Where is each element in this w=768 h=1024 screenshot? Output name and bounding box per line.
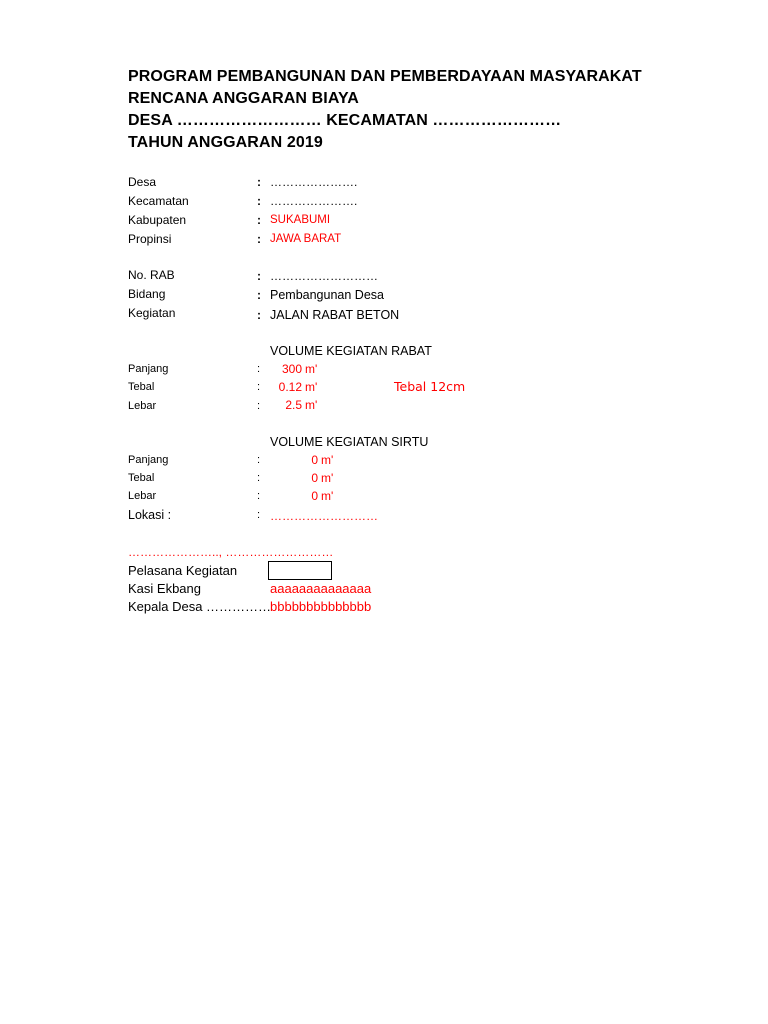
sirtu-tebal-value: 0	[311, 471, 318, 485]
place-date-line: ………………….., ………………………	[128, 545, 334, 559]
bidang-colon: :	[257, 288, 261, 302]
no-rab-label: No. RAB	[128, 268, 175, 282]
desa-label: Desa	[128, 175, 157, 189]
kegiatan-label: Kegiatan	[128, 306, 176, 320]
kepala-desa-name: bbbbbbbbbbbbbb	[270, 599, 372, 614]
sirtu-lebar-colon: :	[257, 490, 261, 502]
kegiatan-value: JALAN RABAT BETON	[270, 308, 400, 322]
kecamatan-colon: :	[257, 194, 261, 208]
rabat-tebal-unit: m'	[305, 380, 318, 394]
sirtu-panjang-value: 0	[311, 453, 318, 467]
sirtu-lebar-label: Lebar	[128, 490, 157, 502]
tebal-note: Tebal 12cm	[394, 379, 466, 394]
lokasi-label: Lokasi :	[128, 508, 172, 522]
pelaksana-signature-box	[268, 561, 332, 580]
sirtu-panjang-unit: m'	[321, 453, 334, 467]
sirtu-panjang-label: Panjang	[128, 454, 169, 466]
rab-title: RENCANA ANGGARAN BIAYA	[128, 90, 359, 107]
no-rab-value: ………………………	[270, 269, 378, 283]
rabat-tebal-value: 0.12	[278, 380, 302, 394]
sirtu-panjang-colon: :	[257, 454, 261, 466]
rabat-tebal-label: Tebal	[128, 381, 155, 393]
kabupaten-value: SUKABUMI	[270, 214, 331, 226]
rabat-lebar-value: 2.5	[285, 398, 302, 412]
rabat-section-title: VOLUME KEGIATAN RABAT	[270, 344, 432, 358]
sirtu-tebal-label: Tebal	[128, 472, 155, 484]
sirtu-lebar-unit: m'	[321, 489, 334, 503]
rabat-panjang-unit: m'	[305, 362, 318, 376]
kabupaten-colon: :	[257, 213, 261, 227]
rabat-lebar-colon: :	[257, 400, 261, 412]
rabat-tebal-colon: :	[257, 381, 261, 393]
sirtu-tebal-unit: m'	[321, 471, 334, 485]
rabat-panjang-label: Panjang	[128, 363, 169, 375]
kecamatan-label: Kecamatan	[128, 194, 189, 208]
desa-colon: :	[257, 175, 261, 189]
kabupaten-label: Kabupaten	[128, 213, 187, 227]
document-header	[128, 66, 688, 154]
propinsi-label: Propinsi	[128, 232, 172, 246]
propinsi-value: JAWA BARAT	[270, 233, 342, 245]
kegiatan-colon: :	[257, 308, 261, 322]
no-rab-colon: :	[257, 269, 261, 283]
lokasi-colon: :	[257, 509, 261, 521]
desa-value: ………………….	[270, 175, 358, 189]
pelaksana-label: Pelasana Kegiatan	[128, 563, 238, 578]
bidang-value: Pembangunan Desa	[270, 288, 384, 302]
sirtu-tebal-colon: :	[257, 472, 261, 484]
kepala-desa-label: Kepala Desa ……………	[128, 599, 272, 614]
desa-kecamatan-line: DESA ……………………… KECAMATAN ……………………	[128, 112, 562, 129]
program-title: PROGRAM PEMBANGUNAN DAN PEMBERDAYAAN MASYARAKAT	[128, 68, 642, 85]
kecamatan-value: ………………….	[270, 194, 358, 208]
rabat-lebar-unit: m'	[305, 398, 318, 412]
kasi-ekbang-label: Kasi Ekbang	[128, 581, 201, 596]
bidang-label: Bidang	[128, 287, 166, 301]
lokasi-value: ………………………	[270, 509, 378, 523]
rabat-lebar-label: Lebar	[128, 400, 157, 412]
propinsi-colon: :	[257, 232, 261, 246]
rabat-panjang-value: 300	[281, 362, 302, 376]
sirtu-lebar-value: 0	[311, 489, 318, 503]
rabat-panjang-colon: :	[257, 363, 261, 375]
tahun-anggaran: TAHUN ANGGARAN 2019	[128, 134, 323, 151]
kasi-ekbang-name: aaaaaaaaaaaaaa	[270, 581, 372, 596]
sirtu-section-title: VOLUME KEGIATAN SIRTU	[270, 435, 429, 449]
